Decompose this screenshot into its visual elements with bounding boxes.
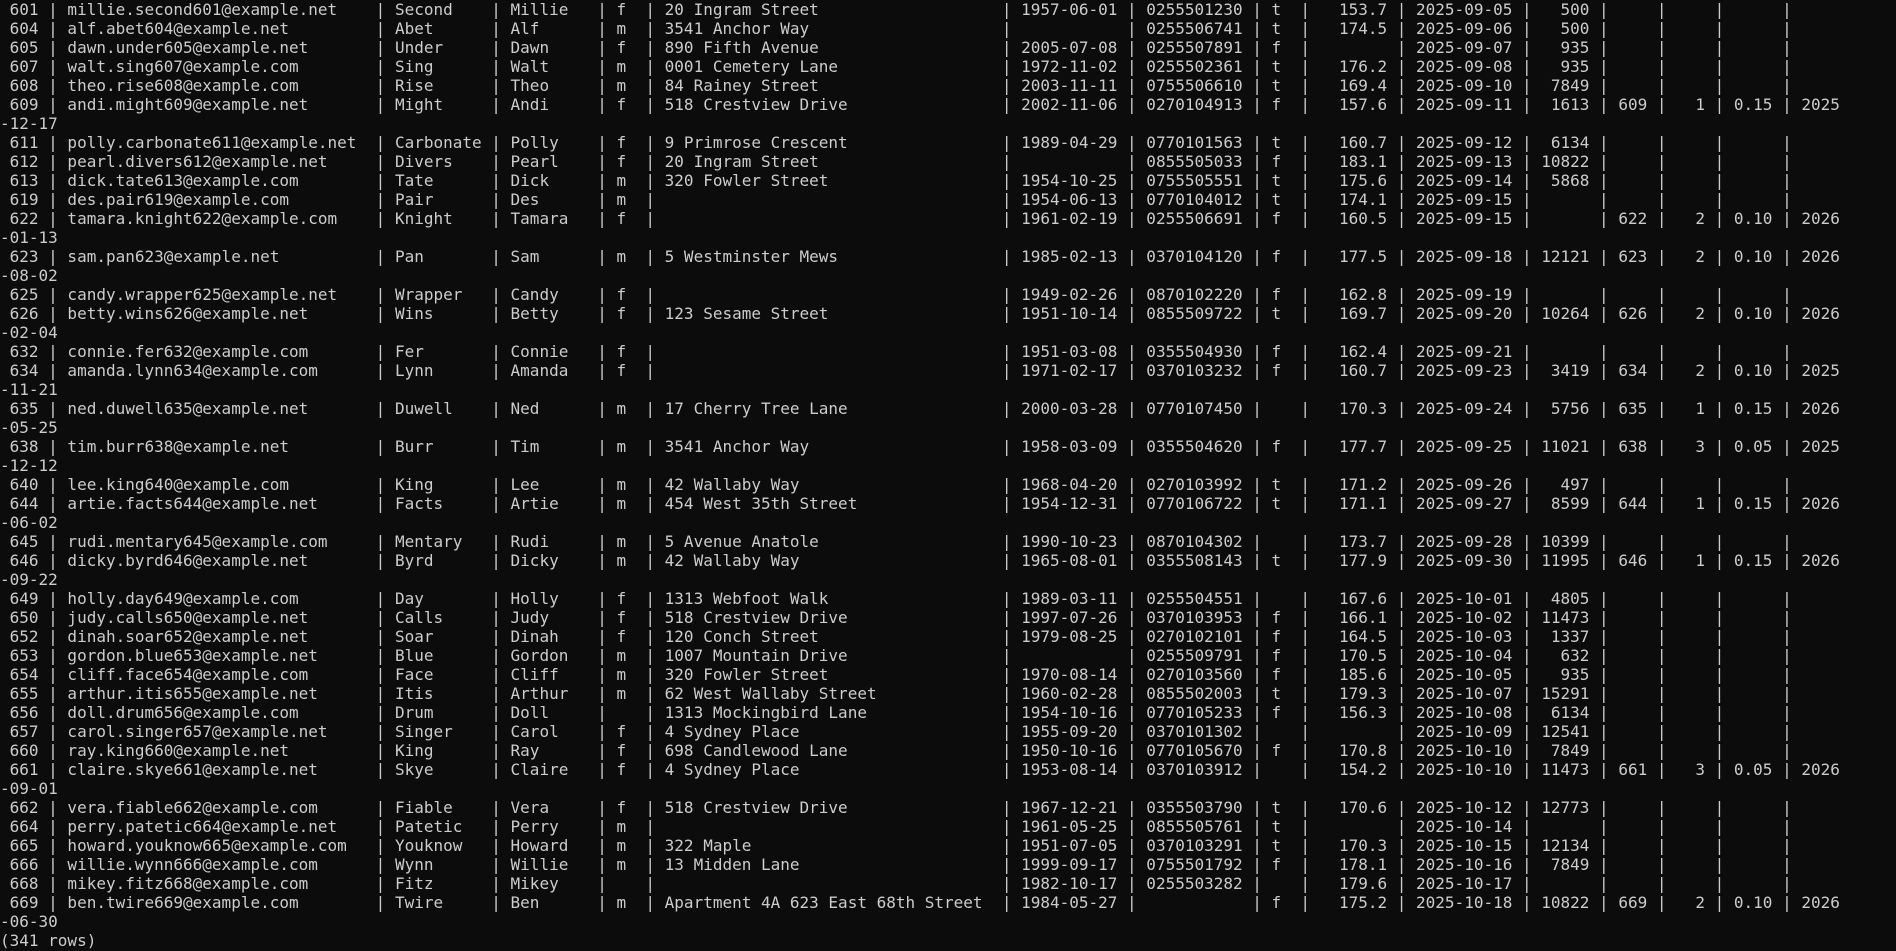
table-row: 669 | ben.twire669@example.com | Twire | Ben | m | Apartment 4A 623 East 68th Street | 1984-05-27 | | f | 175.2 | 2025-10-18 | 10822 | 669 | 2 | 0.10 | 2026 (0, 893, 1840, 912)
table-row: 656 | doll.drum656@example.com | Drum | Doll | | 1313 Mockingbird Lane | 1954-10-16 | 0770105233 | f | 156.3 | 2025-10-08 | 6134 | | | | (0, 703, 1792, 722)
table-row: -06-02 (0, 513, 58, 532)
table-row: 605 | dawn.under605@example.net | Under | Dawn | f | 890 Fifth Avenue | 2005-07-08 | 0255507891 | f | | 2025-09-07 | 935 | | | | (0, 38, 1792, 57)
table-row: 632 | connie.fer632@example.com | Fer | Connie | f | | 1951-03-08 | 0355504930 | f | 162.4 | 2025-09-21 | | | | | (0, 342, 1792, 361)
table-row: 657 | carol.singer657@example.net | Singer | Carol | f | 4 Sydney Place | 1955-09-20 | 0370101302 | | | 2025-10-09 | 12541 | | | | (0, 722, 1792, 741)
table-row: 645 | rudi.mentary645@example.com | Mentary | Rudi | m | 5 Avenue Anatole | 1990-10-23 | 0870104302 | | 173.7 | 2025-09-28 | 10399 | | | | (0, 532, 1792, 551)
table-row: 662 | vera.fiable662@example.com | Fiable | Vera | f | 518 Crestview Drive | 1967-12-21 | 0355503790 | t | 170.6 | 2025-10-12 | 12773 | | | | (0, 798, 1792, 817)
table-row: 644 | artie.facts644@example.net | Facts | Artie | m | 454 West 35th Street | 1954-12-31 | 0770106722 | t | 171.1 | 2025-09-27 | 8599 | 644 | 1 | 0.15 | 2026 (0, 494, 1840, 513)
table-row: 609 | andi.might609@example.net | Might | Andi | f | 518 Crestview Drive | 2002-11-06 | 0270104913 | f | 157.6 | 2025-09-11 | 1613 | 609 | 1 | 0.15 | 2025 (0, 95, 1840, 114)
table-row: 635 | ned.duwell635@example.net | Duwell | Ned | m | 17 Cherry Tree Lane | 2000-03-28 | 0770107450 | | 170.3 | 2025-09-24 | 5756 | 635 | 1 | 0.15 | 2026 (0, 399, 1840, 418)
table-row: -12-12 (0, 456, 58, 475)
table-row: 622 | tamara.knight622@example.com | Knight | Tamara | f | | 1961-02-19 | 0255506691 | f | 160.5 | 2025-09-15 | | 622 | 2 | 0.10 | 2026 (0, 209, 1840, 228)
table-row: 612 | pearl.divers612@example.net | Divers | Pearl | f | 20 Ingram Street | | 0855505033 | f | 183.1 | 2025-09-13 | 10822 | | | | (0, 152, 1792, 171)
table-row: 653 | gordon.blue653@example.net | Blue | Gordon | m | 1007 Mountain Drive | | 0255509791 | f | 170.5 | 2025-10-04 | 632 | | | | (0, 646, 1792, 665)
table-row: 623 | sam.pan623@example.net | Pan | Sam | m | 5 Westminster Mews | 1985-02-13 | 0370104120 | f | 177.5 | 2025-09-18 | 12121 | 623 | 2 | 0.10 | 2026 (0, 247, 1840, 266)
table-row: 611 | polly.carbonate611@example.net | Carbonate | Polly | f | 9 Primrose Crescent | 1989-04-29 | 0770101563 | t | 160.7 | 2025-09-12 | 6134 | | | | (0, 133, 1792, 152)
table-row: -09-22 (0, 570, 58, 589)
table-row: -01-13 (0, 228, 58, 247)
table-row: -11-21 (0, 380, 58, 399)
table-row: 607 | walt.sing607@example.com | Sing | Walt | m | 0001 Cemetery Lane | 1972-11-02 | 0255502361 | t | 176.2 | 2025-09-08 | 935 | | | | (0, 57, 1792, 76)
table-row: 608 | theo.rise608@example.com | Rise | Theo | m | 84 Rainey Street | 2003-11-11 | 0755506610 | t | 169.4 | 2025-09-10 | 7849 | | | | (0, 76, 1792, 95)
row-count-footer: (341 rows) (0, 931, 97, 950)
table-row: -09-01 (0, 779, 58, 798)
table-row: 646 | dicky.byrd646@example.net | Byrd | Dicky | m | 42 Wallaby Way | 1965-08-01 | 0355508143 | t | 177.9 | 2025-09-30 | 11995 | 646 | 1 | 0.15 | 2026 (0, 551, 1840, 570)
table-row: -05-25 (0, 418, 58, 437)
table-row: 640 | lee.king640@example.com | King | Lee | m | 42 Wallaby Way | 1968-04-20 | 0270103992 | t | 171.2 | 2025-09-26 | 497 | | | | (0, 475, 1792, 494)
table-row: -12-17 (0, 114, 58, 133)
table-row: -06-30 (0, 912, 58, 931)
table-row: 664 | perry.patetic664@example.net | Patetic | Perry | m | | 1961-05-25 | 0855505761 | t | | 2025-10-14 | | | | | (0, 817, 1792, 836)
table-row: 665 | howard.youknow665@example.com | Youknow | Howard | m | 322 Maple | 1951-07-05 | 0370103291 | t | 170.3 | 2025-10-15 | 12134 | | | | (0, 836, 1792, 855)
table-row: 649 | holly.day649@example.com | Day | Holly | f | 1313 Webfoot Walk | 1989-03-11 | 0255504551 | | 167.6 | 2025-10-01 | 4805 | | | | (0, 589, 1792, 608)
table-row: 625 | candy.wrapper625@example.net | Wrapper | Candy | f | | 1949-02-26 | 0870102220 | f | 162.8 | 2025-09-19 | | | | | (0, 285, 1792, 304)
table-row: -02-04 (0, 323, 58, 342)
table-row: 650 | judy.calls650@example.net | Calls | Judy | f | 518 Crestview Drive | 1997-07-26 | 0370103953 | f | 166.1 | 2025-10-02 | 11473 | | | | (0, 608, 1792, 627)
table-row: 655 | arthur.itis655@example.net | Itis | Arthur | m | 62 West Wallaby Street | 1960-02-28 | 0855502003 | t | 179.3 | 2025-10-07 | 15291 | | | | (0, 684, 1792, 703)
table-row: 619 | des.pair619@example.com | Pair | Des | m | | 1954-06-13 | 0770104012 | t | 174.1 | 2025-09-15 | | | | | (0, 190, 1792, 209)
table-row: 652 | dinah.soar652@example.net | Soar | Dinah | f | 120 Conch Street | 1979-08-25 | 0270102101 | f | 164.5 | 2025-10-03 | 1337 | | | | (0, 627, 1792, 646)
table-row: 666 | willie.wynn666@example.com | Wynn | Willie | m | 13 Midden Lane | 1999-09-17 | 0755501792 | f | 178.1 | 2025-10-16 | 7849 | | | | (0, 855, 1792, 874)
table-row: 613 | dick.tate613@example.com | Tate | Dick | m | 320 Fowler Street | 1954-10-25 | 0755505551 | t | 175.6 | 2025-09-14 | 5868 | | | | (0, 171, 1792, 190)
table-row: 601 | millie.second601@example.net | Second | Millie | f | 20 Ingram Street | 1957-06-01 | 0255501230 | t | 153.7 | 2025-09-05 | 500 | | | | (0, 0, 1792, 19)
table-row: 604 | alf.abet604@example.net | Abet | Alf | m | 3541 Anchor Way | | 0255506741 | t | 174.5 | 2025-09-06 | 500 | | | | (0, 19, 1792, 38)
table-row: -08-02 (0, 266, 58, 285)
table-row: 634 | amanda.lynn634@example.com | Lynn | Amanda | f | | 1971-02-17 | 0370103232 | f | 160.7 | 2025-09-23 | 3419 | 634 | 2 | 0.10 | 2025 (0, 361, 1840, 380)
table-row: 626 | betty.wins626@example.net | Wins | Betty | f | 123 Sesame Street | 1951-10-14 | 0855509722 | t | 169.7 | 2025-09-20 | 10264 | 626 | 2 | 0.10 | 2026 (0, 304, 1840, 323)
table-row: 654 | cliff.face654@example.com | Face | Cliff | m | 320 Fowler Street | 1970-08-14 | 0270103560 | f | 185.6 | 2025-10-05 | 935 | | | | (0, 665, 1792, 684)
table-row: 638 | tim.burr638@example.net | Burr | Tim | m | 3541 Anchor Way | 1958-03-09 | 0355504620 | f | 177.7 | 2025-09-25 | 11021 | 638 | 3 | 0.05 | 2025 (0, 437, 1840, 456)
table-row: 660 | ray.king660@example.net | King | Ray | f | 698 Candlewood Lane | 1950-10-16 | 0770105670 | f | 170.8 | 2025-10-10 | 7849 | | | | (0, 741, 1792, 760)
table-row: 661 | claire.skye661@example.net | Skye | Claire | f | 4 Sydney Place | 1953-08-14 | 0370103912 | | 154.2 | 2025-10-10 | 11473 | 661 | 3 | 0.05 | 2026 (0, 760, 1840, 779)
table-row: 668 | mikey.fitz668@example.com | Fitz | Mikey | | | 1982-10-17 | 0255503282 | | 179.6 | 2025-10-17 | | | | | (0, 874, 1792, 893)
